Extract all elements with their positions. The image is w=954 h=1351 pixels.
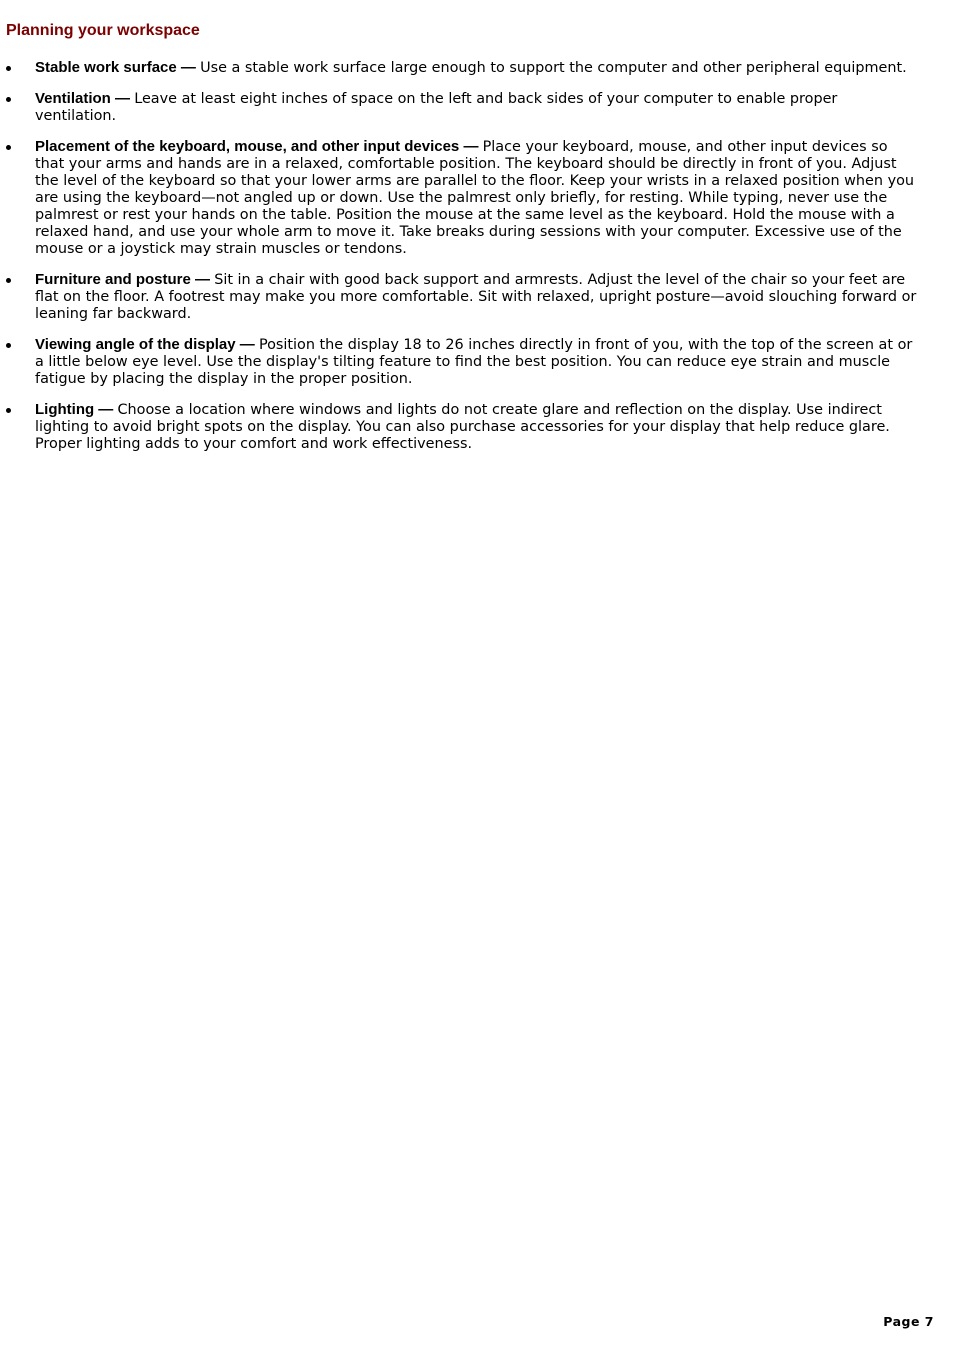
list-item-furniture-posture: [0, 271, 920, 323]
page-title: Planning your workspace: [6, 22, 200, 39]
workspace-guidelines-list: [0, 59, 920, 466]
bullet-icon: [6, 343, 11, 348]
page-number: Page 7: [883, 1314, 934, 1329]
item-term: Placement of the keyboard, mouse, and other input devices —: [35, 138, 483, 155]
list-item-stable-work-surface: [0, 59, 920, 77]
bullet-icon: [6, 97, 11, 102]
item-term: Ventilation —: [35, 90, 135, 107]
item-term: Furniture and posture —: [35, 271, 215, 288]
bullet-icon: [6, 278, 11, 283]
list-item-ventilation: [0, 90, 920, 125]
list-item-viewing-angle: [0, 336, 920, 388]
bullet-icon: [6, 66, 11, 71]
item-term: Viewing angle of the display —: [35, 336, 259, 353]
item-text: Use a stable work surface large enough to support the computer and other peripheral equipment.: [200, 60, 907, 76]
list-item-lighting: [0, 401, 920, 453]
item-text: Place your keyboard, mouse, and other input devices so that your arms and hands are in a relaxed, comfortable position. The keyboard should be directly in front of you. Adjust the level of the keyboard so that your lower arms are parallel to the floor. Keep your wrists in a relaxed position when you are using the keyboard—not angled up or down. Use the palmrest only briefly, for resting. While typing, never use the palmrest or rest your hands on the table. Position the mouse at the same level as the keyboard. Hold the mouse with a relaxed hand, and use your whole arm to move it. Take breaks during sessions with your computer. Excessive use of the mouse or a joystick may strain muscles or tendons.: [35, 139, 915, 257]
item-term: Lighting —: [35, 401, 118, 418]
item-text: Sit in a chair with good back support and armrests. Adjust the level of the chair so your feet are flat on the floor. A footrest may make you more comfortable. Sit with relaxed, upright posture—avoid slouching forward or leaning far backward.: [35, 272, 917, 322]
item-term: Stable work surface —: [35, 59, 201, 76]
list-item-input-devices: [0, 138, 920, 258]
bullet-icon: [6, 408, 11, 413]
item-text: Choose a location where windows and lights do not create glare and reflection on the display. Use indirect lighting to avoid bright spots on the display. You can also purchase accessories for your display that help reduce glare. Proper lighting adds to your comfort and work effectiveness.: [35, 402, 890, 452]
bullet-icon: [6, 145, 11, 150]
item-text: Leave at least eight inches of space on the left and back sides of your computer to enable proper ventilation.: [35, 91, 838, 124]
item-text: Position the display 18 to 26 inches directly in front of you, with the top of the screen at or a little below eye level. Use the display's tilting feature to find the best position. You can reduce eye strain and muscle fatigue by placing the display in the proper position.: [35, 337, 913, 387]
